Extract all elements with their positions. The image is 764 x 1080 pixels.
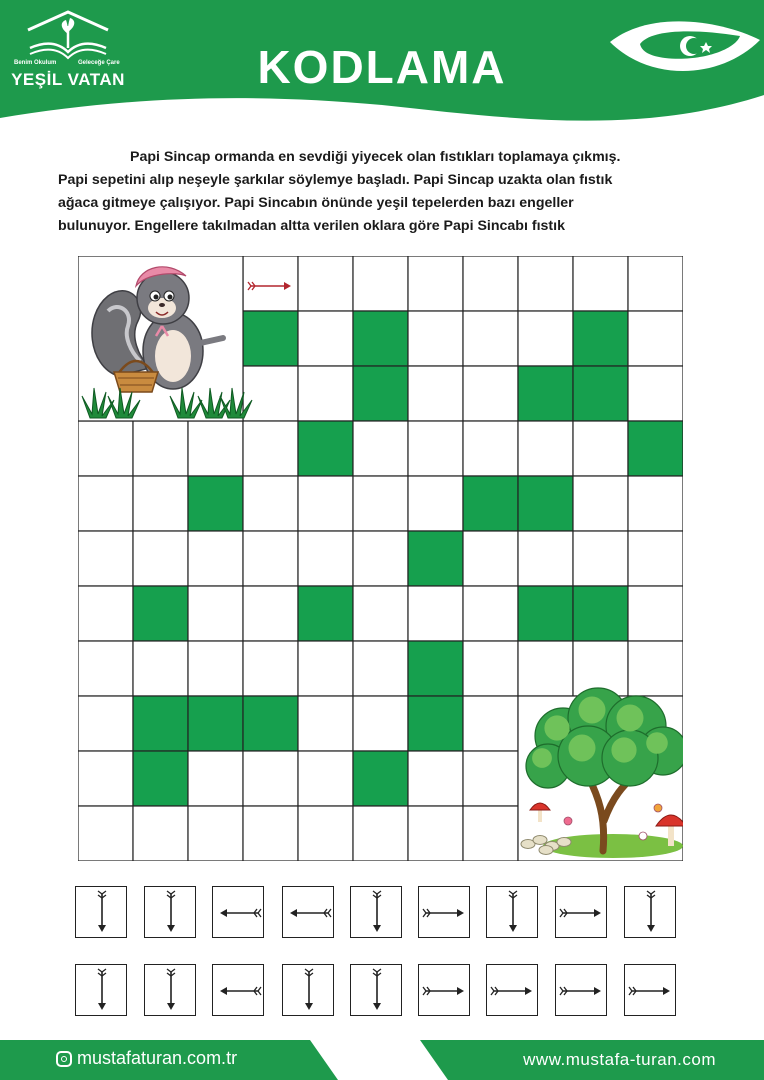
move-card <box>144 886 196 938</box>
move-card <box>75 964 127 1016</box>
down-arrow-icon <box>351 965 403 1017</box>
grid-cell <box>628 531 683 586</box>
grid-cell <box>518 421 573 476</box>
obstacle-cell <box>408 531 463 586</box>
grid-cell <box>298 641 353 696</box>
grid-cell <box>463 531 518 586</box>
grid-cell <box>463 806 518 861</box>
grid-cell <box>298 806 353 861</box>
mushroom-stem <box>668 824 674 846</box>
left-arrow-icon <box>283 887 335 939</box>
grid-cell <box>133 531 188 586</box>
right-arrow-icon <box>419 887 471 939</box>
grid-cell <box>408 256 463 311</box>
footer-right[interactable]: www.mustafa-turan.com <box>523 1050 716 1069</box>
grid-cell <box>573 256 628 311</box>
footer-left[interactable] <box>56 1048 237 1069</box>
obstacle-cell <box>408 641 463 696</box>
grid-cell <box>518 256 573 311</box>
header-banner <box>0 0 764 135</box>
grid-cell <box>408 421 463 476</box>
logo-small-left: Benim Okulum <box>14 60 57 66</box>
grid-cell <box>628 256 683 311</box>
obstacle-cell <box>518 476 573 531</box>
story-line: Papi sepetini alıp neşeyle şarkılar söylemye başladı. Papi Sincap uzakta olan fıstık <box>58 172 613 188</box>
obstacle-cell <box>243 311 298 366</box>
grid-cell <box>353 696 408 751</box>
grid-cell <box>628 586 683 641</box>
left-arrow-icon <box>213 965 265 1017</box>
right-arrow-icon <box>556 965 608 1017</box>
move-card <box>144 964 196 1016</box>
grid-cell <box>628 366 683 421</box>
grid-cell <box>353 806 408 861</box>
right-arrow-icon <box>419 965 471 1017</box>
grid-cell <box>463 586 518 641</box>
down-arrow-icon <box>351 887 403 939</box>
move-card <box>212 964 264 1016</box>
grid-cell <box>298 751 353 806</box>
page-title: KODLAMA <box>257 41 507 93</box>
tree-foliage-highlight <box>646 732 668 754</box>
obstacle-cell <box>133 696 188 751</box>
grid-cell <box>463 311 518 366</box>
right-arrow-icon <box>556 887 608 939</box>
instagram-icon <box>56 1051 72 1067</box>
squirrel-nose <box>159 303 165 307</box>
move-card <box>486 964 538 1016</box>
grid-cell <box>243 476 298 531</box>
grid-cell <box>353 586 408 641</box>
grid-cell <box>628 311 683 366</box>
move-card <box>75 886 127 938</box>
obstacle-cell <box>463 476 518 531</box>
move-card <box>282 964 334 1016</box>
grid-cell <box>353 531 408 586</box>
down-arrow-icon <box>283 965 335 1017</box>
nut-shell <box>557 838 571 847</box>
move-card <box>212 886 264 938</box>
obstacle-cell <box>573 586 628 641</box>
move-card <box>486 886 538 938</box>
move-card <box>418 886 470 938</box>
grid-cell <box>353 421 408 476</box>
squirrel-belly <box>155 330 191 382</box>
squirrel-pupil-right <box>168 295 173 300</box>
tree-foliage-highlight <box>544 715 569 740</box>
grid-cell <box>243 256 298 311</box>
grid-cell <box>573 531 628 586</box>
move-card <box>555 964 607 1016</box>
grid-cell <box>78 751 133 806</box>
grid-cell <box>628 641 683 696</box>
flower <box>654 804 662 812</box>
grid-cell <box>243 641 298 696</box>
down-arrow-icon <box>487 887 539 939</box>
grid-cell <box>243 806 298 861</box>
grid-cell <box>78 806 133 861</box>
logo-brand: YEŞİL VATAN <box>11 70 125 89</box>
story-text <box>58 146 718 238</box>
story-line: ağaca gitmeye çalışıyor. Papi Sincabın önünde yeşil tepelerden bazı engeller <box>58 195 574 211</box>
grid-cell <box>518 641 573 696</box>
grid-cell <box>463 696 518 751</box>
flower <box>564 817 572 825</box>
obstacle-cell <box>243 696 298 751</box>
grid-cell <box>298 311 353 366</box>
tree-foliage-highlight <box>569 735 596 762</box>
grid-cell <box>243 586 298 641</box>
grid-cell <box>408 366 463 421</box>
obstacle-cell <box>573 311 628 366</box>
grid-cell <box>298 476 353 531</box>
story-line: Papi Sincap ormanda en sevdiği yiyecek olan fıstıkları toplamaya çıkmış. <box>130 149 621 165</box>
right-arrow-icon <box>625 965 677 1017</box>
grid-cell <box>133 421 188 476</box>
move-card <box>624 964 676 1016</box>
move-card <box>350 886 402 938</box>
obstacle-cell <box>408 696 463 751</box>
grid-cell <box>408 806 463 861</box>
grid-cell <box>353 476 408 531</box>
nut-shell <box>539 846 553 855</box>
move-card <box>624 886 676 938</box>
down-arrow-icon <box>145 887 197 939</box>
grid-cell <box>188 531 243 586</box>
tree-foliage-highlight <box>532 748 552 768</box>
down-arrow-icon <box>76 965 128 1017</box>
down-arrow-icon <box>145 965 197 1017</box>
tree-foliage-highlight <box>579 697 606 724</box>
obstacle-cell <box>188 476 243 531</box>
grid-cell <box>78 586 133 641</box>
grid-cell <box>188 586 243 641</box>
grid-cell <box>463 751 518 806</box>
nut-shell <box>533 836 547 845</box>
grid-cell <box>573 476 628 531</box>
flower <box>639 832 647 840</box>
obstacle-cell <box>353 751 408 806</box>
grid-cell <box>243 421 298 476</box>
grid-cell <box>298 531 353 586</box>
grid-cell <box>133 806 188 861</box>
footer-left-text: mustafaturan.com.tr <box>77 1048 238 1068</box>
grid-cell <box>188 806 243 861</box>
grid-cell <box>243 751 298 806</box>
grid-cell <box>133 641 188 696</box>
grid-cell <box>188 641 243 696</box>
tree-foliage-highlight <box>617 705 644 732</box>
left-arrow-icon <box>213 887 265 939</box>
obstacle-cell <box>518 586 573 641</box>
down-arrow-icon <box>76 887 128 939</box>
grid-cell <box>463 641 518 696</box>
obstacle-cell <box>298 421 353 476</box>
story-line: bulunuyor. Engellere takılmadan altta verilen oklara göre Papi Sincabı fıstık <box>58 218 565 234</box>
obstacle-cell <box>353 366 408 421</box>
grid-cell <box>133 476 188 531</box>
grid-cell <box>78 421 133 476</box>
grid-cell <box>463 256 518 311</box>
obstacle-cell <box>133 586 188 641</box>
move-card <box>282 886 334 938</box>
logo-small-right: Geleceğe Çare <box>78 60 120 66</box>
grid-cell <box>78 641 133 696</box>
down-arrow-icon <box>625 887 677 939</box>
grid-cell <box>463 421 518 476</box>
grid-cell <box>463 366 518 421</box>
obstacle-cell <box>518 366 573 421</box>
grid-cell <box>408 476 463 531</box>
right-arrow-icon <box>487 965 539 1017</box>
grid-cell <box>78 696 133 751</box>
obstacle-cell <box>298 586 353 641</box>
grid-cell <box>408 751 463 806</box>
obstacle-cell <box>628 421 683 476</box>
move-card <box>350 964 402 1016</box>
coding-grid <box>78 256 683 861</box>
grid-cell <box>518 311 573 366</box>
grid-cell <box>408 311 463 366</box>
grid-cell <box>78 531 133 586</box>
obstacle-cell <box>573 366 628 421</box>
grid-cell <box>243 531 298 586</box>
move-card <box>555 886 607 938</box>
grid-svg <box>78 256 683 861</box>
grid-cell <box>628 476 683 531</box>
grid-cell <box>353 641 408 696</box>
obstacle-cell <box>353 311 408 366</box>
squirrel-pupil-left <box>154 295 159 300</box>
tree-foliage-highlight <box>611 737 636 762</box>
grid-cell <box>298 366 353 421</box>
grid-cell <box>188 751 243 806</box>
grid-cell <box>78 476 133 531</box>
grid-cell <box>243 366 298 421</box>
grid-cell <box>188 421 243 476</box>
grid-cell <box>353 256 408 311</box>
grid-cell <box>408 586 463 641</box>
obstacle-cell <box>133 751 188 806</box>
grid-cell <box>573 421 628 476</box>
obstacle-cell <box>188 696 243 751</box>
move-card <box>418 964 470 1016</box>
grid-cell <box>298 696 353 751</box>
grid-cell <box>518 531 573 586</box>
grid-cell <box>298 256 353 311</box>
